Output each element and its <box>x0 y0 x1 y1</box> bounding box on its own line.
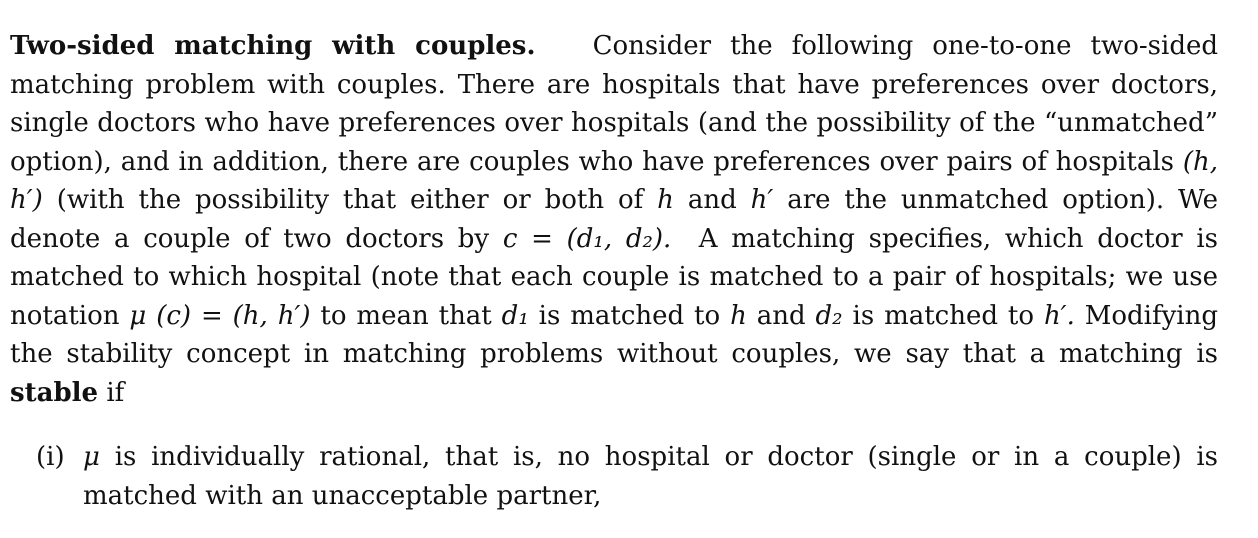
paragraph-text: and <box>756 300 806 331</box>
paragraph-text: to mean that <box>320 300 492 331</box>
paragraph-text: Consider the following one-to-one two-sided matching problem with couples. There are hospitals that have preferences over doctors, single doctors who have preferences over hospitals (and the possibility of the “unmatched” option), and in addition, there are couples who have preferences over pairs of hospitals <box>10 31 1218 177</box>
math-expression: (h, h′) <box>10 146 1219 215</box>
math-expression: c = (d₁, d₂). <box>502 223 672 254</box>
list-marker: (i) <box>36 442 65 472</box>
math-expression: d₁ <box>501 300 529 331</box>
paragraph-text: is matched to <box>538 300 721 331</box>
list-item <box>10 438 1218 515</box>
paragraph-text: are the unmatched option). We denote a couple of two doctors by <box>10 185 1218 254</box>
condition-list <box>10 438 1218 515</box>
math-expression: μ (c) = (h, h′) <box>129 300 311 331</box>
paragraph-text: and <box>687 185 737 215</box>
math-expression: h <box>657 185 674 215</box>
paragraph-text: if <box>106 377 125 408</box>
section-heading: Two-sided matching with couples. <box>10 31 536 61</box>
math-expression: h′. <box>1043 300 1075 331</box>
list-item-text: is individually rational, that is, no hospital or doctor (single or in a couple) is matched with an unacceptable partner, <box>83 442 1219 511</box>
paragraph-text: A matching specifies, which doctor is matched to which hospital (note that each couple is matched to a pair of hospitals; we use notation <box>10 223 1219 331</box>
math-expression: μ <box>83 442 100 472</box>
paragraph-text: Modifying the stability concept in matching problems without couples, we say that a matching is <box>10 300 1219 369</box>
paragraph-text: (with the possibility that either or both of <box>56 185 644 215</box>
paragraph-text: is matched to <box>852 300 1035 331</box>
document-page <box>10 27 1218 515</box>
emphasis-term: stable <box>10 377 99 408</box>
body-paragraph <box>10 27 1218 412</box>
math-expression: h′ <box>750 185 774 215</box>
math-expression: d₂ <box>815 300 843 331</box>
math-expression: h <box>730 300 747 331</box>
